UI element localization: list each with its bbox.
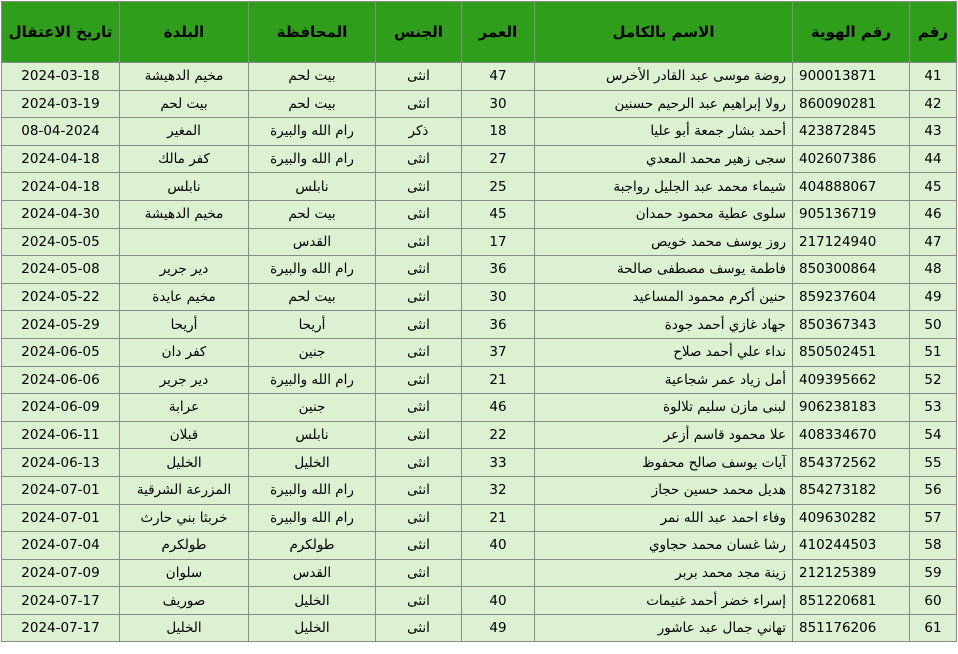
cell-name: لبنى مازن سليم تلالوة <box>535 394 793 422</box>
cell-arrest-date: 2024-06-06 <box>2 366 120 394</box>
table-row <box>2 504 957 532</box>
cell-id: 409395662 <box>793 366 910 394</box>
cell-num: 58 <box>910 532 957 560</box>
cell-id: 900013871 <box>793 63 910 91</box>
cell-town: مخيم الدهيشة <box>120 63 249 91</box>
cell-town: قبلان <box>120 421 249 449</box>
cell-age: 46 <box>462 394 535 422</box>
cell-age: 22 <box>462 421 535 449</box>
cell-id: 905136719 <box>793 200 910 228</box>
cell-name: زينة مجد محمد بربر <box>535 559 793 587</box>
cell-name: سجى زهير محمد المعدي <box>535 145 793 173</box>
cell-name: آيات يوسف صالح محفوظ <box>535 449 793 477</box>
cell-arrest-date: 2024-07-09 <box>2 559 120 587</box>
cell-governorate: الخليل <box>249 449 376 477</box>
cell-age: 21 <box>462 504 535 532</box>
table-row <box>2 559 957 587</box>
cell-gender: انثى <box>376 90 462 118</box>
cell-num: 43 <box>910 118 957 146</box>
cell-town: أريحا <box>120 311 249 339</box>
table-row <box>2 90 957 118</box>
cell-gender: انثى <box>376 311 462 339</box>
cell-age: 21 <box>462 366 535 394</box>
cell-id: 854273182 <box>793 476 910 504</box>
cell-name: رشا غسان محمد حجاوي <box>535 532 793 560</box>
cell-town <box>120 228 249 256</box>
cell-gender: انثى <box>376 256 462 284</box>
cell-age: 30 <box>462 283 535 311</box>
cell-name: حنين أكرم محمود المساعيد <box>535 283 793 311</box>
cell-num: 55 <box>910 449 957 477</box>
cell-num: 56 <box>910 476 957 504</box>
cell-gender: ذكر <box>376 118 462 146</box>
cell-name: سلوى عطية محمود حمدان <box>535 200 793 228</box>
cell-town: صوريف <box>120 587 249 615</box>
cell-arrest-date: 2024-03-19 <box>2 90 120 118</box>
cell-town: المزرعة الشرقية <box>120 476 249 504</box>
cell-arrest-date: 2024-05-08 <box>2 256 120 284</box>
cell-name: فاطمة يوسف مصطفى صالحة <box>535 256 793 284</box>
cell-id: 408334670 <box>793 421 910 449</box>
cell-arrest-date: 2024-07-01 <box>2 504 120 532</box>
cell-age: 33 <box>462 449 535 477</box>
table-row <box>2 173 957 201</box>
table-row <box>2 587 957 615</box>
cell-governorate: القدس <box>249 559 376 587</box>
cell-age: 47 <box>462 63 535 91</box>
cell-governorate: نابلس <box>249 421 376 449</box>
cell-gender: انثى <box>376 476 462 504</box>
cell-arrest-date: 2024-07-01 <box>2 476 120 504</box>
cell-gender: انثى <box>376 283 462 311</box>
table-row <box>2 476 957 504</box>
table-row <box>2 228 957 256</box>
cell-num: 44 <box>910 145 957 173</box>
cell-town: مخيم الدهيشة <box>120 200 249 228</box>
cell-gender: انثى <box>376 532 462 560</box>
cell-id: 854372562 <box>793 449 910 477</box>
header-id: رقم الهوية <box>793 2 910 63</box>
cell-town: الخليل <box>120 614 249 642</box>
cell-id: 906238183 <box>793 394 910 422</box>
cell-town: طولكرم <box>120 532 249 560</box>
cell-id: 410244503 <box>793 532 910 560</box>
cell-governorate: نابلس <box>249 173 376 201</box>
cell-name: رولا إبراهيم عبد الرحيم حسنين <box>535 90 793 118</box>
table-row <box>2 200 957 228</box>
cell-town: خربثا بني حارث <box>120 504 249 532</box>
cell-name: نداء علي أحمد صلاح <box>535 338 793 366</box>
cell-arrest-date: 2024-07-04 <box>2 532 120 560</box>
cell-age: 30 <box>462 90 535 118</box>
cell-name: وفاء احمد عبد الله نمر <box>535 504 793 532</box>
table-row <box>2 532 957 560</box>
cell-id: 409630282 <box>793 504 910 532</box>
cell-num: 61 <box>910 614 957 642</box>
header-name: الاسم بالكامل <box>535 2 793 63</box>
cell-num: 41 <box>910 63 957 91</box>
header-town: البلدة <box>120 2 249 63</box>
cell-town: المغير <box>120 118 249 146</box>
cell-num: 60 <box>910 587 957 615</box>
cell-town: كفر مالك <box>120 145 249 173</box>
cell-age <box>462 559 535 587</box>
header-row <box>2 2 957 63</box>
cell-name: أمل زياد عمر شجاعية <box>535 366 793 394</box>
cell-num: 54 <box>910 421 957 449</box>
cell-id: 404888067 <box>793 173 910 201</box>
cell-num: 50 <box>910 311 957 339</box>
cell-gender: انثى <box>376 200 462 228</box>
cell-governorate: رام الله والبيرة <box>249 145 376 173</box>
cell-id: 850300864 <box>793 256 910 284</box>
cell-id: 850367343 <box>793 311 910 339</box>
cell-town: سلوان <box>120 559 249 587</box>
table-row <box>2 614 957 642</box>
cell-age: 36 <box>462 311 535 339</box>
cell-name: جهاد غازي أحمد جودة <box>535 311 793 339</box>
cell-id: 860090281 <box>793 90 910 118</box>
cell-town: الخليل <box>120 449 249 477</box>
cell-gender: انثى <box>376 559 462 587</box>
cell-gender: انثى <box>376 421 462 449</box>
cell-gender: انثى <box>376 449 462 477</box>
cell-arrest-date: 2024-07-17 <box>2 587 120 615</box>
table-row <box>2 63 957 91</box>
cell-age: 49 <box>462 614 535 642</box>
cell-governorate: القدس <box>249 228 376 256</box>
cell-governorate: الخليل <box>249 614 376 642</box>
cell-gender: انثى <box>376 145 462 173</box>
cell-age: 36 <box>462 256 535 284</box>
cell-age: 17 <box>462 228 535 256</box>
cell-age: 37 <box>462 338 535 366</box>
cell-gender: انثى <box>376 366 462 394</box>
header-gender: الجنس <box>376 2 462 63</box>
cell-name: هديل محمد حسين حجاز <box>535 476 793 504</box>
table-row <box>2 118 957 146</box>
cell-arrest-date: 2024-05-05 <box>2 228 120 256</box>
cell-town: دير جرير <box>120 366 249 394</box>
cell-arrest-date: 2024-04-18 <box>2 145 120 173</box>
table-row <box>2 421 957 449</box>
cell-arrest-date: 2024-06-09 <box>2 394 120 422</box>
cell-arrest-date: 2024-03-18 <box>2 63 120 91</box>
cell-governorate: طولكرم <box>249 532 376 560</box>
cell-arrest-date: 2024-06-11 <box>2 421 120 449</box>
cell-town: دير جرير <box>120 256 249 284</box>
cell-age: 40 <box>462 532 535 560</box>
cell-name: إسراء خضر أحمد غنيمات <box>535 587 793 615</box>
cell-arrest-date: 2024-07-17 <box>2 614 120 642</box>
cell-gender: انثى <box>376 394 462 422</box>
cell-gender: انثى <box>376 614 462 642</box>
cell-town: نابلس <box>120 173 249 201</box>
cell-id: 851176206 <box>793 614 910 642</box>
cell-age: 18 <box>462 118 535 146</box>
header-arrest-date: تاريخ الاعتقال <box>2 2 120 63</box>
cell-name: تهاني جمال عبد عاشور <box>535 614 793 642</box>
table-row <box>2 366 957 394</box>
cell-arrest-date: 2024-06-13 <box>2 449 120 477</box>
cell-num: 49 <box>910 283 957 311</box>
table-row <box>2 449 957 477</box>
header-age: العمر <box>462 2 535 63</box>
cell-arrest-date: 2024-05-22 <box>2 283 120 311</box>
cell-governorate: بيت لحم <box>249 283 376 311</box>
cell-id: 850502451 <box>793 338 910 366</box>
cell-num: 42 <box>910 90 957 118</box>
cell-name: أحمد بشار جمعة أبو عليا <box>535 118 793 146</box>
cell-num: 47 <box>910 228 957 256</box>
cell-id: 851220681 <box>793 587 910 615</box>
cell-arrest-date: 2024-04-18 <box>2 173 120 201</box>
cell-town: عرابة <box>120 394 249 422</box>
cell-gender: انثى <box>376 173 462 201</box>
cell-num: 46 <box>910 200 957 228</box>
cell-age: 25 <box>462 173 535 201</box>
cell-governorate: جنين <box>249 394 376 422</box>
cell-governorate: رام الله والبيرة <box>249 476 376 504</box>
cell-governorate: جنين <box>249 338 376 366</box>
cell-id: 212125389 <box>793 559 910 587</box>
cell-governorate: أريحا <box>249 311 376 339</box>
cell-gender: انثى <box>376 63 462 91</box>
cell-id: 423872845 <box>793 118 910 146</box>
cell-num: 53 <box>910 394 957 422</box>
table-row <box>2 338 957 366</box>
cell-governorate: بيت لحم <box>249 90 376 118</box>
cell-num: 59 <box>910 559 957 587</box>
cell-governorate: الخليل <box>249 587 376 615</box>
cell-gender: انثى <box>376 504 462 532</box>
cell-num: 48 <box>910 256 957 284</box>
cell-num: 52 <box>910 366 957 394</box>
cell-name: روضة موسى عبد القادر الأخرس <box>535 63 793 91</box>
cell-town: مخيم عايدة <box>120 283 249 311</box>
cell-gender: انثى <box>376 228 462 256</box>
cell-name: روز يوسف محمد خويص <box>535 228 793 256</box>
cell-gender: انثى <box>376 338 462 366</box>
cell-name: علا محمود قاسم أزعر <box>535 421 793 449</box>
table-row <box>2 256 957 284</box>
cell-arrest-date: 2024-06-05 <box>2 338 120 366</box>
cell-governorate: رام الله والبيرة <box>249 366 376 394</box>
cell-gender: انثى <box>376 587 462 615</box>
detainees-table <box>1 1 957 642</box>
cell-id: 859237604 <box>793 283 910 311</box>
cell-governorate: رام الله والبيرة <box>249 256 376 284</box>
cell-age: 45 <box>462 200 535 228</box>
table-row <box>2 283 957 311</box>
cell-num: 57 <box>910 504 957 532</box>
cell-town: كفر دان <box>120 338 249 366</box>
cell-governorate: بيت لحم <box>249 63 376 91</box>
table-row <box>2 311 957 339</box>
cell-arrest-date: 2024-05-29 <box>2 311 120 339</box>
table-row <box>2 145 957 173</box>
cell-num: 45 <box>910 173 957 201</box>
cell-town: بيت لحم <box>120 90 249 118</box>
header-governorate: المحافظة <box>249 2 376 63</box>
cell-name: شيماء محمد عبد الجليل رواجبة <box>535 173 793 201</box>
cell-num: 51 <box>910 338 957 366</box>
cell-id: 217124940 <box>793 228 910 256</box>
cell-governorate: بيت لحم <box>249 200 376 228</box>
cell-age: 40 <box>462 587 535 615</box>
header-num: رقم <box>910 2 957 63</box>
cell-governorate: رام الله والبيرة <box>249 118 376 146</box>
cell-age: 32 <box>462 476 535 504</box>
cell-arrest-date: 08-04-2024 <box>2 118 120 146</box>
cell-arrest-date: 2024-04-30 <box>2 200 120 228</box>
cell-governorate: رام الله والبيرة <box>249 504 376 532</box>
cell-age: 27 <box>462 145 535 173</box>
table-row <box>2 394 957 422</box>
cell-id: 402607386 <box>793 145 910 173</box>
